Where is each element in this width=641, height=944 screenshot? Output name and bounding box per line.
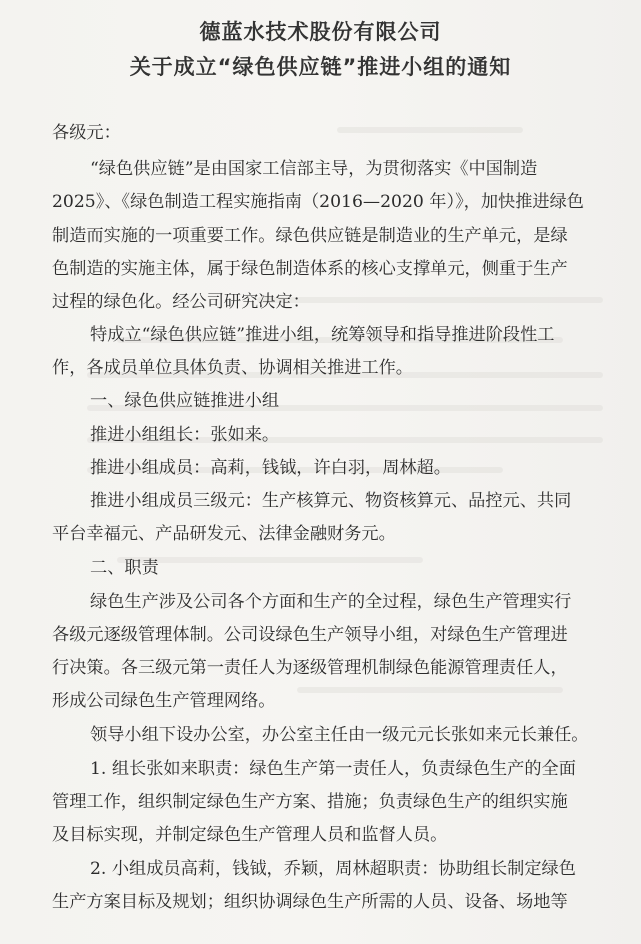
paragraph-line: 制造而实施的一项重要工作。绿色供应链是制造业的生产单元，是绿	[52, 226, 568, 246]
paragraph-line: 管理工作，组织制定绿色生产方案、措施；负责绿色生产的组织实施	[52, 792, 568, 812]
paragraph-line: 推进小组成员三级元：生产核算元、物资核算元、品控元、共同	[90, 491, 572, 511]
paragraph-line: 平台幸福元、产品研发元、法律金融财务元。	[52, 524, 396, 544]
paragraph-line: 各级元逐级管理体制。公司设绿色生产领导小组，对绿色生产管理进	[52, 625, 568, 645]
paragraph-line: 推进小组成员：高莉，钱钺，许白羽，周林超。	[90, 458, 451, 478]
paragraph-line: 形成公司绿色生产管理网络。	[52, 691, 276, 711]
paragraph-line: 绿色生产涉及公司各个方面和生产的全过程，绿色生产管理实行	[90, 592, 572, 612]
company-name: 德蓝水技术股份有限公司	[199, 20, 442, 44]
paragraph-line: 推进小组组长：张如来。	[90, 425, 280, 445]
paragraph-line: 及目标实现，并制定绿色生产管理人员和监督人员。	[52, 825, 448, 845]
paragraph-line: “绿色供应链”是由国家工信部主导，为贯彻落实《中国制造	[90, 159, 538, 179]
section-heading: 二、职责	[90, 558, 159, 578]
paragraph-line: 2. 小组成员高莉，钱钺，乔颖，周林超职责：协助组长制定绿色	[90, 859, 576, 879]
salutation: 各级元：	[52, 123, 121, 143]
notice-title: 关于成立“绿色供应链”推进小组的通知	[129, 55, 512, 79]
paragraph-line: 1. 组长张如来职责：绿色生产第一责任人，负责绿色生产的全面	[90, 759, 576, 779]
paragraph-line: 过程的绿色化。经公司研究决定：	[52, 292, 310, 312]
paragraph-line: 生产方案目标及规划；组织协调绿色生产所需的人员、设备、场地等	[52, 892, 568, 912]
paragraph-line: 行决策。各三级元第一责任人为逐级管理机制绿色能源管理责任人，	[52, 658, 568, 678]
paragraph-line: 特成立“绿色供应链”推进小组，统筹领导和指导推进阶段性工	[90, 325, 555, 345]
section-heading: 一、绿色供应链推进小组	[90, 391, 280, 411]
paragraph-line: 作，各成员单位具体负责、协调相关推进工作。	[52, 358, 413, 378]
paragraph-line: 领导小组下设办公室，办公室主任由一级元元长张如来元长兼任。	[90, 725, 589, 745]
paragraph-line: 色制造的实施主体，属于绿色制造体系的核心支撑单元，侧重于生产	[52, 259, 568, 279]
paragraph-line: 2025》、《绿色制造工程实施指南（2016—2020 年）》，加快推进绿色	[52, 192, 584, 212]
